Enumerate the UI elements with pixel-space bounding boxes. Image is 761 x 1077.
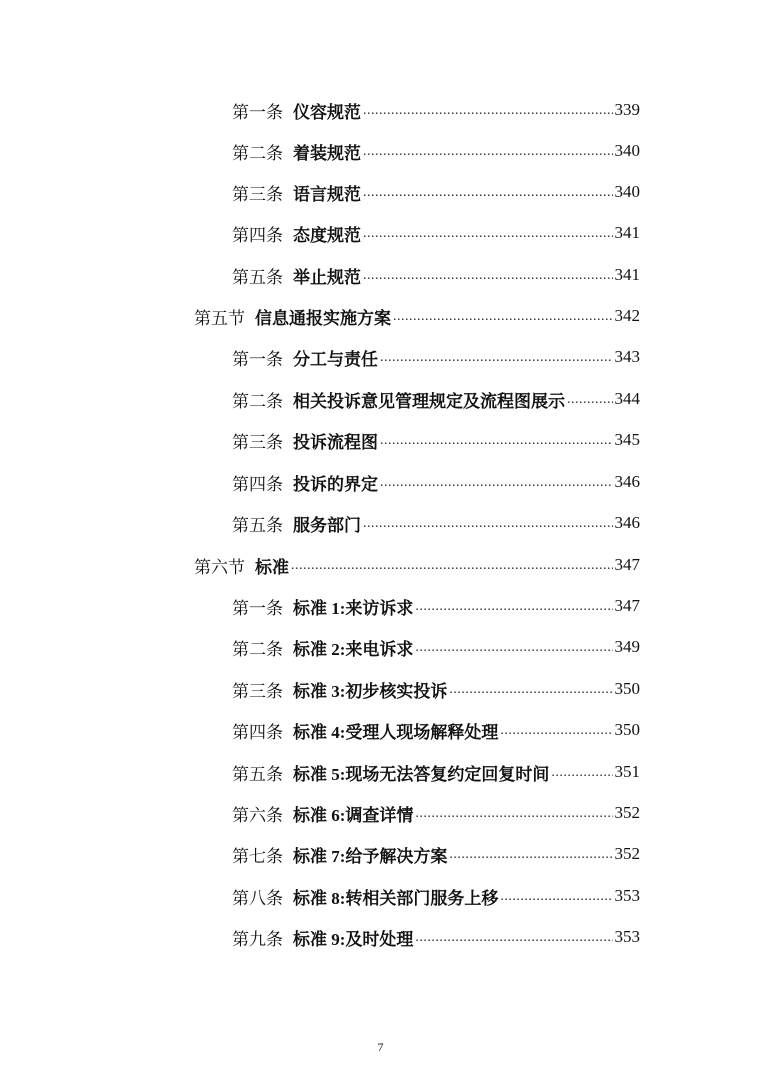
dot-leader bbox=[415, 931, 612, 952]
toc-entry-page: 352 bbox=[614, 844, 640, 863]
toc-entry-page: 340 bbox=[614, 182, 640, 201]
toc-entry-page: 352 bbox=[614, 803, 640, 822]
toc-entry[interactable] bbox=[232, 177, 640, 207]
toc-entry-number: 第八条 bbox=[232, 888, 283, 908]
toc-entry-page: 353 bbox=[614, 886, 640, 905]
dot-leader bbox=[449, 848, 612, 869]
dot-leader bbox=[551, 766, 612, 787]
toc-entry-page: 347 bbox=[614, 596, 640, 615]
toc-entry-page: 349 bbox=[614, 637, 640, 656]
toc-entry[interactable] bbox=[232, 839, 640, 869]
toc-entry-number: 第七条 bbox=[232, 846, 283, 866]
toc-section-entry[interactable] bbox=[194, 301, 640, 331]
toc-entry-title: 分工与责任 bbox=[293, 349, 378, 369]
toc-entry-number: 第三条 bbox=[232, 681, 283, 701]
toc-entry-number: 第四条 bbox=[232, 225, 283, 245]
toc-entry-number: 第二条 bbox=[232, 639, 283, 659]
dot-leader bbox=[415, 600, 612, 621]
toc-entry-page: 339 bbox=[614, 100, 640, 119]
toc-entry-title: 服务部门 bbox=[293, 515, 361, 535]
toc-entry-title: 标准 3:初步核实投诉 bbox=[293, 681, 448, 701]
toc-section-number: 第六节 bbox=[194, 557, 245, 577]
toc-entry[interactable] bbox=[232, 384, 640, 414]
toc-entry-number: 第五条 bbox=[232, 515, 283, 535]
dot-leader bbox=[393, 310, 613, 331]
toc-entry-number: 第二条 bbox=[232, 391, 283, 411]
toc-entry-page: 343 bbox=[614, 347, 640, 366]
toc-entry-number: 第九条 bbox=[232, 929, 283, 949]
toc-entry-number: 第一条 bbox=[232, 102, 283, 122]
toc-entry-page: 341 bbox=[614, 265, 640, 284]
toc-entry[interactable] bbox=[232, 425, 640, 455]
toc-entry-number: 第三条 bbox=[232, 432, 283, 452]
toc-entry-title: 举止规范 bbox=[293, 267, 361, 287]
toc-entry[interactable] bbox=[232, 136, 640, 166]
toc-entry-title: 标准 6:调查详情 bbox=[293, 805, 414, 825]
toc-entry-number: 第五条 bbox=[232, 267, 283, 287]
toc-section-title: 信息通报实施方案 bbox=[255, 308, 391, 328]
toc-entry-title: 仪容规范 bbox=[293, 102, 361, 122]
dot-leader bbox=[500, 890, 612, 911]
toc-entry-number: 第六条 bbox=[232, 805, 283, 825]
dot-leader bbox=[415, 807, 612, 828]
toc-entry-title: 标准 5:现场无法答复约定回复时间 bbox=[293, 764, 550, 784]
toc-entry-title: 语言规范 bbox=[293, 184, 361, 204]
toc-entry-title: 着装规范 bbox=[293, 143, 361, 163]
toc-section-number: 第五节 bbox=[194, 308, 245, 328]
toc-entry-number: 第四条 bbox=[232, 722, 283, 742]
toc-entry[interactable] bbox=[232, 260, 640, 290]
toc-entry-title: 标准 2:来电诉求 bbox=[293, 639, 414, 659]
toc-section-page: 347 bbox=[614, 555, 640, 574]
toc-entry-title: 投诉的界定 bbox=[293, 474, 378, 494]
toc-entry-number: 第一条 bbox=[232, 349, 283, 369]
dot-leader bbox=[567, 393, 613, 414]
toc-entry[interactable] bbox=[232, 757, 640, 787]
dot-leader bbox=[291, 559, 613, 580]
dot-leader bbox=[363, 186, 613, 207]
toc-entry-title: 标准 8:转相关部门服务上移 bbox=[293, 888, 499, 908]
toc-entry[interactable] bbox=[232, 342, 640, 372]
toc-entry-page: 345 bbox=[614, 430, 640, 449]
toc-entry-page: 353 bbox=[614, 927, 640, 946]
dot-leader bbox=[449, 683, 612, 704]
toc-entry[interactable] bbox=[232, 467, 640, 497]
toc-entry-page: 350 bbox=[614, 720, 640, 739]
dot-leader bbox=[363, 145, 613, 166]
dot-leader bbox=[363, 104, 613, 125]
dot-leader bbox=[415, 641, 612, 662]
toc-entry[interactable] bbox=[232, 591, 640, 621]
dot-leader bbox=[363, 269, 613, 290]
toc-entry-page: 344 bbox=[614, 389, 640, 408]
toc-entry[interactable] bbox=[232, 218, 640, 248]
toc-entry-number: 第二条 bbox=[232, 143, 283, 163]
toc-entry-title: 投诉流程图 bbox=[293, 432, 378, 452]
toc-entry-title: 标准 4:受理人现场解释处理 bbox=[293, 722, 499, 742]
toc-entry-page: 346 bbox=[614, 513, 640, 532]
toc-entry-number: 第五条 bbox=[232, 764, 283, 784]
toc-section-entry[interactable] bbox=[194, 550, 640, 580]
toc-entry-page: 350 bbox=[614, 679, 640, 698]
toc-entry[interactable] bbox=[232, 715, 640, 745]
toc-section-page: 342 bbox=[614, 306, 640, 325]
dot-leader bbox=[380, 434, 613, 455]
dot-leader bbox=[363, 227, 613, 248]
dot-leader bbox=[363, 517, 613, 538]
toc-entry[interactable] bbox=[232, 674, 640, 704]
toc-entry-page: 346 bbox=[614, 472, 640, 491]
toc-section-title: 标准 bbox=[255, 557, 289, 577]
toc-entry-number: 第四条 bbox=[232, 474, 283, 494]
toc-entry-title: 态度规范 bbox=[293, 225, 361, 245]
toc-entry-page: 341 bbox=[614, 223, 640, 242]
toc-entry[interactable] bbox=[232, 798, 640, 828]
toc-entry[interactable] bbox=[232, 922, 640, 952]
toc-entry[interactable] bbox=[232, 881, 640, 911]
toc-entry[interactable] bbox=[232, 632, 640, 662]
dot-leader bbox=[380, 351, 613, 372]
toc-entry-page: 340 bbox=[614, 141, 640, 160]
toc-entry-title: 标准 1:来访诉求 bbox=[293, 598, 414, 618]
dot-leader bbox=[500, 724, 612, 745]
dot-leader bbox=[380, 476, 613, 497]
toc-entry-number: 第一条 bbox=[232, 598, 283, 618]
toc-entry-title: 标准 7:给予解决方案 bbox=[293, 846, 448, 866]
toc-entry-title: 标准 9:及时处理 bbox=[293, 929, 414, 949]
page-number: 7 bbox=[377, 1040, 384, 1054]
toc-entry[interactable] bbox=[232, 95, 640, 125]
toc-entry-number: 第三条 bbox=[232, 184, 283, 204]
toc-entry-title: 相关投诉意见管理规定及流程图展示 bbox=[293, 391, 565, 411]
toc-entry[interactable] bbox=[232, 508, 640, 538]
toc-entry-page: 351 bbox=[614, 762, 640, 781]
